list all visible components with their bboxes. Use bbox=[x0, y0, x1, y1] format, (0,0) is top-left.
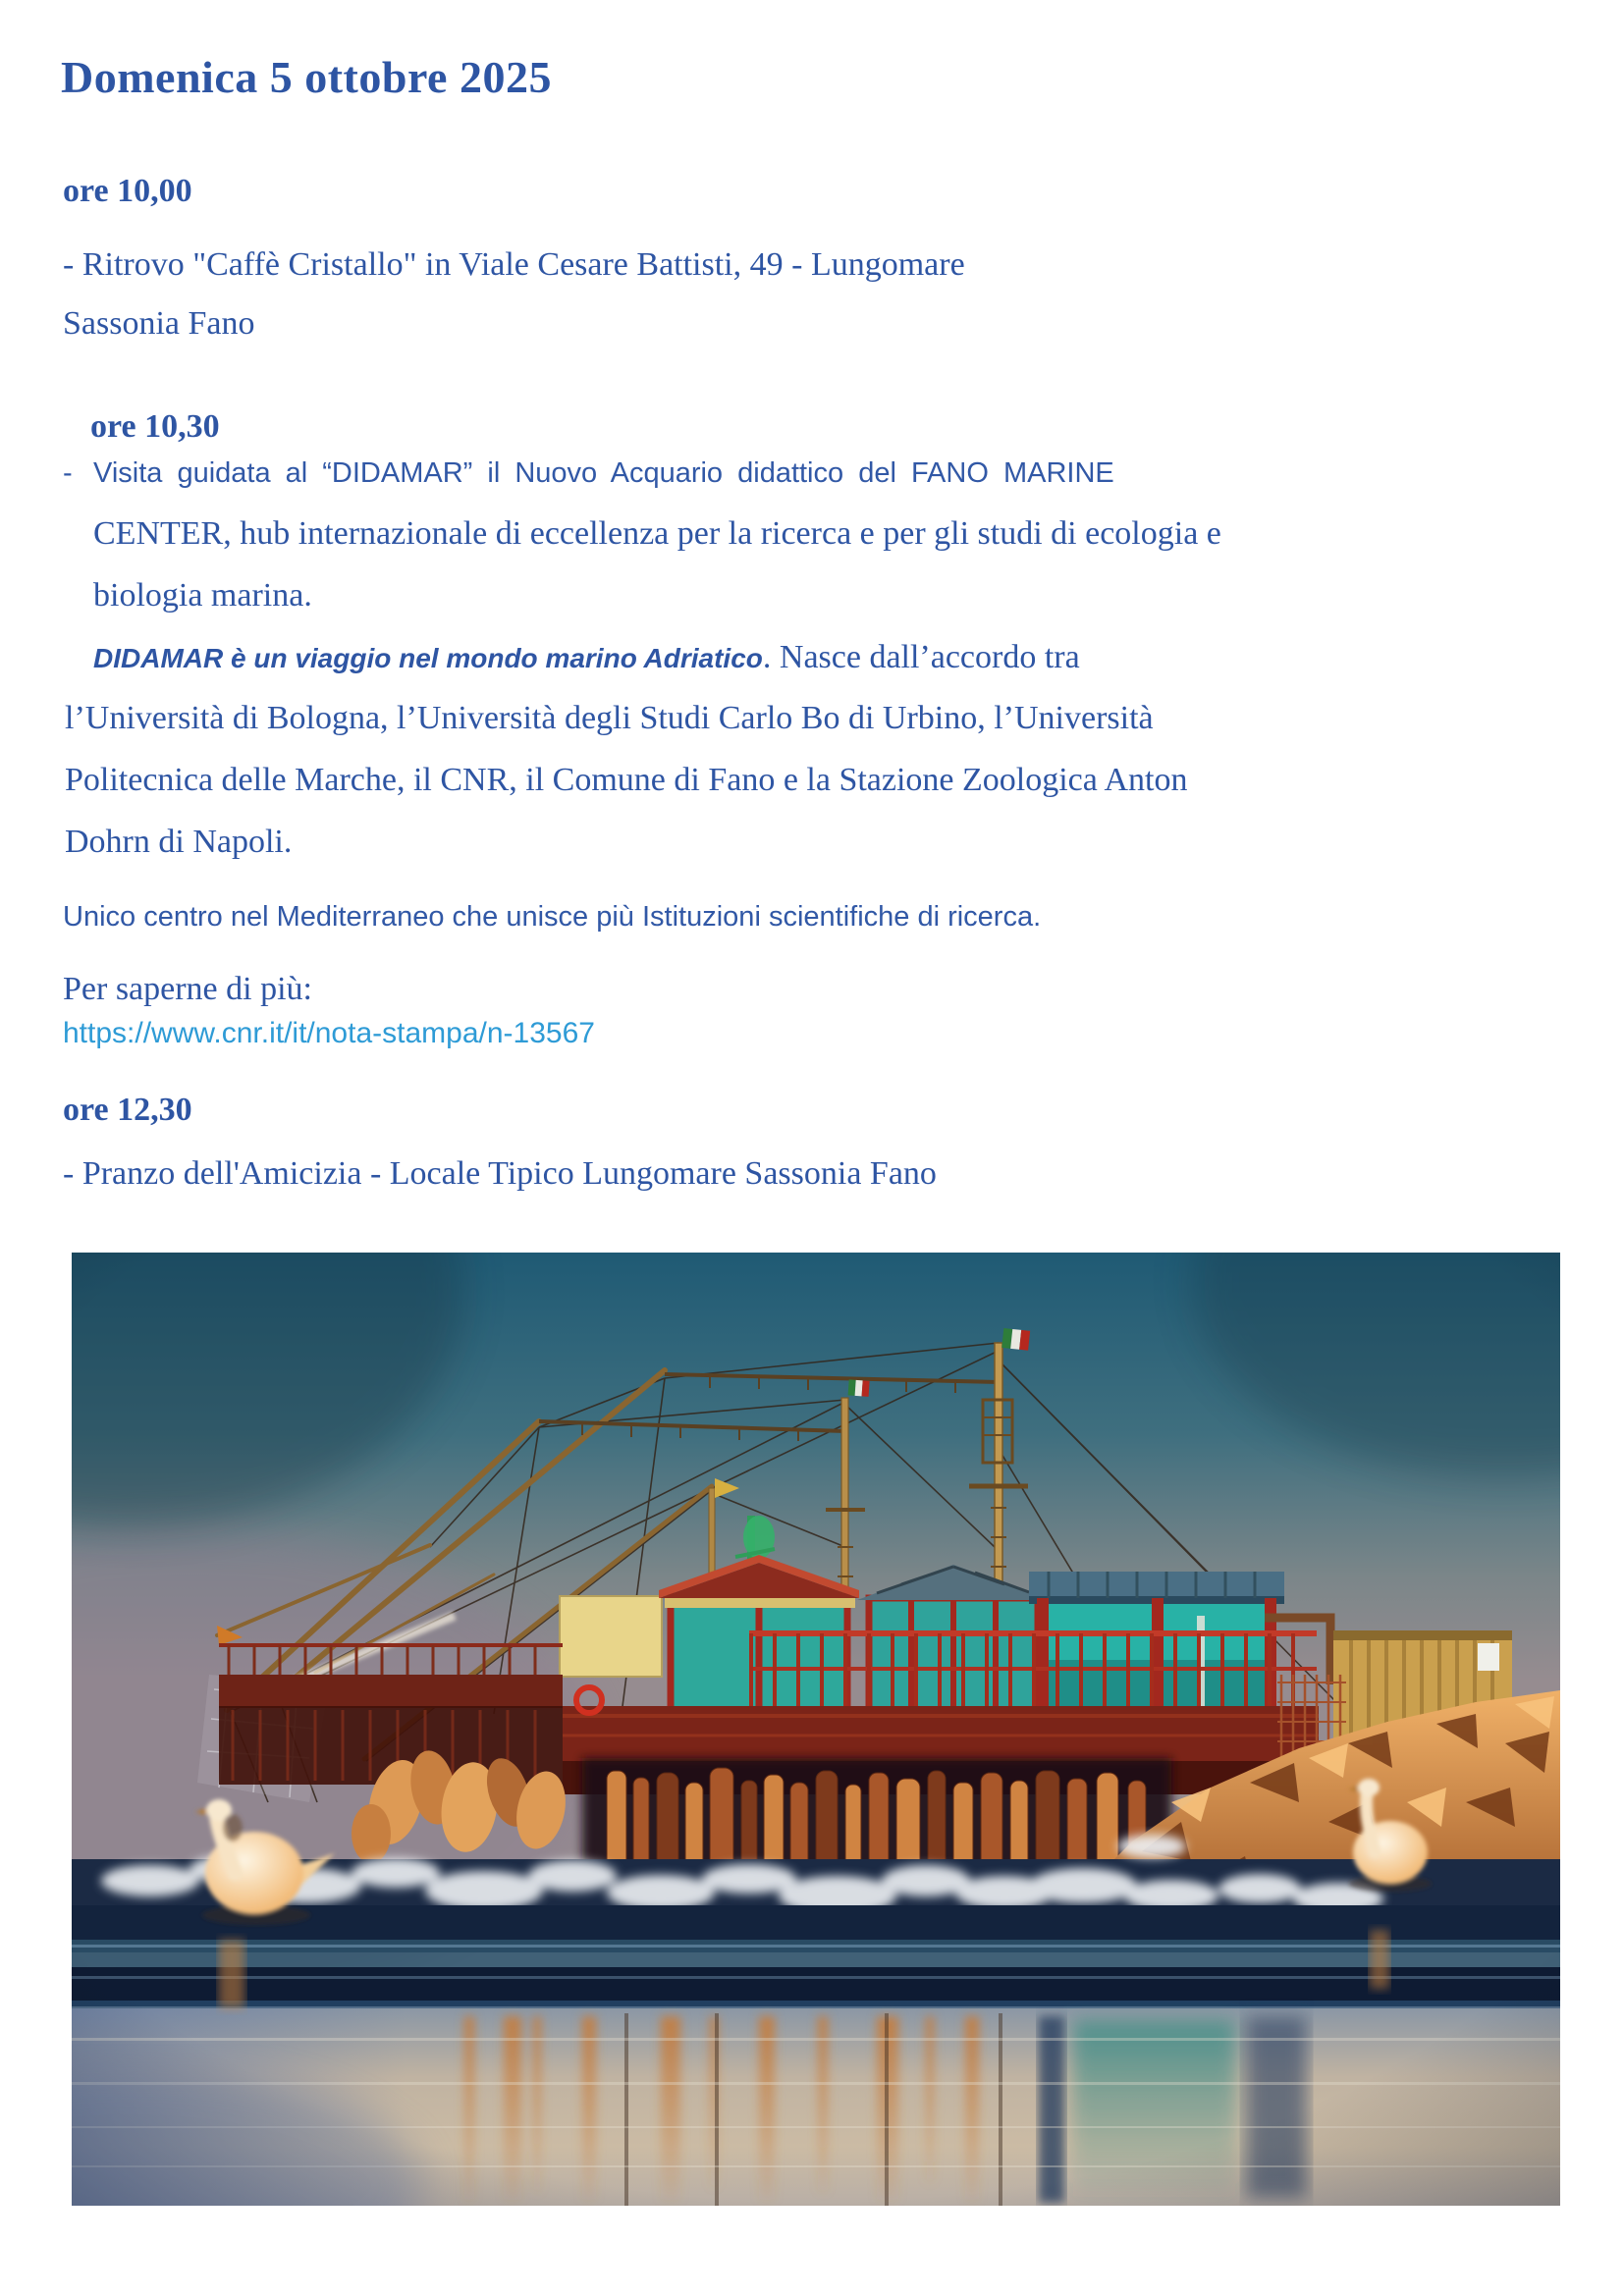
visit-line1: Visita guidata al “DIDAMAR” il Nuovo Acquario didattico del FANO MARINE bbox=[93, 457, 1114, 489]
time-heading-1030: ore 10,30 bbox=[90, 408, 220, 445]
visit-line3: biologia marina. bbox=[93, 577, 312, 614]
trabucco-photo bbox=[72, 1253, 1560, 2206]
didamar-bold-intro: DIDAMAR è un viaggio nel mondo marino Adriatico bbox=[93, 643, 763, 673]
time-heading-1000: ore 10,00 bbox=[63, 173, 192, 209]
more-info-label: Per saperne di più: bbox=[63, 971, 312, 1007]
visit-line2: CENTER, hub internazionale di eccellenza per la ricerca e per gli studi di ecologia e bbox=[93, 515, 1221, 552]
cnr-link[interactable]: https://www.cnr.it/it/nota-stampa/n-13567 bbox=[63, 1017, 595, 1049]
visit-dash: - bbox=[63, 457, 73, 489]
page-title: Domenica 5 ottobre 2025 bbox=[61, 52, 552, 102]
meeting-point-line1: - Ritrovo "Caffè Cristallo" in Viale Cesare Battisti, 49 - Lungomare bbox=[63, 246, 965, 283]
unique-center-line: Unico centro nel Mediterraneo che unisce più Istituzioni scientifiche di ricerca. bbox=[63, 901, 1042, 933]
didamar-line2: l’Università di Bologna, l’Università degli Studi Carlo Bo di Urbino, l’Università bbox=[65, 700, 1154, 736]
meeting-point-line2: Sassonia Fano bbox=[63, 305, 255, 342]
lunch-line: - Pranzo dell'Amicizia - Locale Tipico Lungomare Sassonia Fano bbox=[63, 1155, 937, 1192]
didamar-line1 bbox=[93, 638, 1080, 676]
didamar-line4: Dohrn di Napoli. bbox=[65, 824, 293, 860]
trabucco-photo-svg bbox=[72, 1253, 1560, 2206]
photo-vignette bbox=[72, 1253, 1560, 2206]
didamar-line1-rest: . Nasce dall’accordo tra bbox=[762, 639, 1080, 675]
time-heading-1230: ore 12,30 bbox=[63, 1092, 192, 1128]
didamar-line3: Politecnica delle Marche, il CNR, il Comune di Fano e la Stazione Zoologica Anton bbox=[65, 762, 1188, 798]
